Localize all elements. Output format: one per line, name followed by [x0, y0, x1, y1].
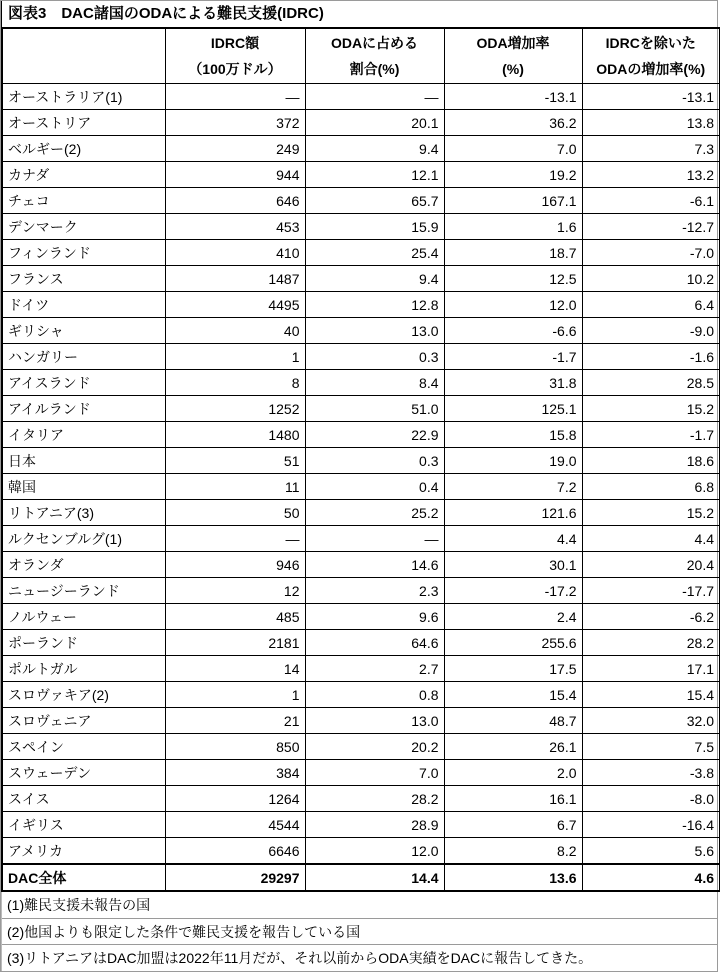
- table-row: [2, 318, 720, 344]
- table-row: [2, 292, 720, 318]
- oda-share-cell: 0.3: [305, 344, 444, 370]
- oda-share-cell: 12.8: [305, 292, 444, 318]
- idrc-amount-cell: 1: [165, 682, 305, 708]
- oda-growth-cell: 4.4: [444, 526, 582, 552]
- country-cell: スロヴェニア: [2, 708, 165, 734]
- table-row: [2, 448, 720, 474]
- country-cell: フィンランド: [2, 240, 165, 266]
- oda-share-cell: ―: [305, 526, 444, 552]
- country-cell: ギリシャ: [2, 318, 165, 344]
- column-header-label: IDRC額: [210, 35, 260, 51]
- oda-growth-cell: -17.2: [444, 578, 582, 604]
- table-row: [2, 838, 720, 865]
- oda-share-cell: 20.2: [305, 734, 444, 760]
- country-cell: ノルウェー: [2, 604, 165, 630]
- table-row: [2, 812, 720, 838]
- column-header-oda-growth-excl-idrc: [582, 28, 720, 84]
- table-row: [2, 604, 720, 630]
- oda-share-cell: 15.9: [305, 214, 444, 240]
- footnote-1: (1)難民支援未報告の国: [2, 892, 717, 919]
- table-row: [2, 162, 720, 188]
- oda-growth-excl-idrc-cell: 13.2: [582, 162, 720, 188]
- oda-growth-excl-idrc-cell: 28.2: [582, 630, 720, 656]
- idrc-amount-cell: 50: [165, 500, 305, 526]
- figure-title: 図表3 DAC諸国のODAによる難民支援(IDRC): [1, 1, 717, 27]
- oda-growth-cell: 48.7: [444, 708, 582, 734]
- idrc-amount-cell: 40: [165, 318, 305, 344]
- idrc-amount-cell: 946: [165, 552, 305, 578]
- table-row: [2, 396, 720, 422]
- country-cell: アイルランド: [2, 396, 165, 422]
- idrc-amount-cell: 4544: [165, 812, 305, 838]
- oda-growth-excl-idrc-cell: 15.4: [582, 682, 720, 708]
- idrc-amount-cell: 6646: [165, 838, 305, 865]
- oda-share-cell: 28.2: [305, 786, 444, 812]
- idrc-amount-cell: 12: [165, 578, 305, 604]
- country-cell: アメリカ: [2, 838, 165, 865]
- table-row: [2, 344, 720, 370]
- oda-growth-cell: 26.1: [444, 734, 582, 760]
- idrc-amount-cell: ―: [165, 526, 305, 552]
- column-header-country: [2, 28, 165, 84]
- oda-share-cell: 9.4: [305, 266, 444, 292]
- table-row: [2, 370, 720, 396]
- table-row: [2, 682, 720, 708]
- oda-growth-cell: 1.6: [444, 214, 582, 240]
- idrc-amount-cell: 11: [165, 474, 305, 500]
- oda-share-cell: 64.6: [305, 630, 444, 656]
- country-cell: ルクセンブルグ(1): [2, 526, 165, 552]
- column-header-oda-growth: [444, 28, 582, 84]
- oda-growth-cell: 255.6: [444, 630, 582, 656]
- country-cell: スウェーデン: [2, 760, 165, 786]
- idrc-amount-cell: 1: [165, 344, 305, 370]
- table-row: [2, 656, 720, 682]
- column-header-label: IDRCを除いた: [605, 35, 696, 51]
- column-header-unit: 割合(%): [349, 61, 400, 77]
- oda-growth-excl-idrc-cell: -12.7: [582, 214, 720, 240]
- oda-growth-excl-idrc-cell: 15.2: [582, 396, 720, 422]
- country-cell: ベルギー(2): [2, 136, 165, 162]
- table-row: [2, 188, 720, 214]
- oda-share-cell: 12.0: [305, 838, 444, 865]
- oda-share-cell: 2.7: [305, 656, 444, 682]
- table-row: [2, 136, 720, 162]
- header-row: [2, 28, 720, 84]
- idrc-amount-cell: 2181: [165, 630, 305, 656]
- table-row: [2, 474, 720, 500]
- country-cell: オーストラリア(1): [2, 84, 165, 110]
- country-cell: 日本: [2, 448, 165, 474]
- footnote-3: (3)リトアニアはDAC加盟は2022年11月だが、それ以前からODA実績をDACに報告してきた。: [7, 950, 593, 967]
- oda-growth-excl-idrc-cell: -9.0: [582, 318, 720, 344]
- table-row: [2, 266, 720, 292]
- oda-growth-excl-idrc-cell: 20.4: [582, 552, 720, 578]
- oda-growth-excl-idrc-cell: 4.4: [582, 526, 720, 552]
- country-cell: イタリア: [2, 422, 165, 448]
- oda-share-cell: 2.3: [305, 578, 444, 604]
- oda-growth-excl-idrc-cell: 7.5: [582, 734, 720, 760]
- oda-growth-cell: 7.2: [444, 474, 582, 500]
- country-cell: スロヴァキア(2): [2, 682, 165, 708]
- idrc-amount-cell: 944: [165, 162, 305, 188]
- oda-growth-cell: 36.2: [444, 110, 582, 136]
- country-cell: アイスランド: [2, 370, 165, 396]
- oda-growth-cell: 15.8: [444, 422, 582, 448]
- column-header-unit: ODAの増加率(%): [596, 61, 706, 77]
- idrc-amount-cell: 4495: [165, 292, 305, 318]
- table-row: [2, 760, 720, 786]
- oda-share-cell: 9.4: [305, 136, 444, 162]
- table-row: [2, 578, 720, 604]
- oda-growth-cell: -1.7: [444, 344, 582, 370]
- country-cell: オーストリア: [2, 110, 165, 136]
- table-row: [2, 422, 720, 448]
- country-cell: デンマーク: [2, 214, 165, 240]
- oda-growth-excl-idrc-cell: -16.4: [582, 812, 720, 838]
- idrc-amount-cell: 1264: [165, 786, 305, 812]
- oda-growth-cell: 125.1: [444, 396, 582, 422]
- oda-growth-cell: 7.0: [444, 136, 582, 162]
- oda-growth-cell: 6.7: [444, 812, 582, 838]
- oda-share-cell: 7.0: [305, 760, 444, 786]
- oda-share-cell: 14.4: [305, 864, 444, 891]
- oda-growth-excl-idrc-cell: 4.6: [582, 864, 720, 891]
- idrc-amount-cell: 372: [165, 110, 305, 136]
- oda-growth-cell: 15.4: [444, 682, 582, 708]
- oda-share-cell: 9.6: [305, 604, 444, 630]
- oda-share-cell: 22.9: [305, 422, 444, 448]
- oda-growth-cell: 13.6: [444, 864, 582, 891]
- total-row: [2, 864, 720, 891]
- table-row: [2, 552, 720, 578]
- country-cell: 韓国: [2, 474, 165, 500]
- idrc-amount-cell: 29297: [165, 864, 305, 891]
- country-cell: イギリス: [2, 812, 165, 838]
- oda-share-cell: 8.4: [305, 370, 444, 396]
- country-cell: オランダ: [2, 552, 165, 578]
- oda-growth-cell: 31.8: [444, 370, 582, 396]
- oda-growth-cell: 18.7: [444, 240, 582, 266]
- idrc-amount-cell: 249: [165, 136, 305, 162]
- idrc-amount-cell: ―: [165, 84, 305, 110]
- oda-growth-cell: 30.1: [444, 552, 582, 578]
- table-row: [2, 500, 720, 526]
- oda-growth-excl-idrc-cell: 17.1: [582, 656, 720, 682]
- oda-growth-excl-idrc-cell: 18.6: [582, 448, 720, 474]
- idrc-amount-cell: 51: [165, 448, 305, 474]
- idrc-amount-cell: 850: [165, 734, 305, 760]
- idrc-amount-cell: 8: [165, 370, 305, 396]
- country-cell: ハンガリー: [2, 344, 165, 370]
- country-cell: ドイツ: [2, 292, 165, 318]
- oda-growth-excl-idrc-cell: 5.6: [582, 838, 720, 865]
- oda-growth-excl-idrc-cell: -7.0: [582, 240, 720, 266]
- oda-growth-excl-idrc-cell: -3.8: [582, 760, 720, 786]
- country-cell: スペイン: [2, 734, 165, 760]
- oda-share-cell: 20.1: [305, 110, 444, 136]
- column-header-oda-share: [305, 28, 444, 84]
- oda-growth-cell: 19.2: [444, 162, 582, 188]
- oda-refugee-support-table: [1, 27, 720, 892]
- oda-share-cell: 13.0: [305, 708, 444, 734]
- oda-growth-cell: 12.5: [444, 266, 582, 292]
- idrc-amount-cell: 485: [165, 604, 305, 630]
- idrc-amount-cell: 1252: [165, 396, 305, 422]
- oda-share-cell: 65.7: [305, 188, 444, 214]
- table-row: [2, 110, 720, 136]
- oda-growth-excl-idrc-cell: -1.7: [582, 422, 720, 448]
- idrc-amount-cell: 384: [165, 760, 305, 786]
- oda-growth-excl-idrc-cell: 10.2: [582, 266, 720, 292]
- oda-growth-excl-idrc-cell: -17.7: [582, 578, 720, 604]
- oda-growth-excl-idrc-cell: -6.1: [582, 188, 720, 214]
- idrc-amount-cell: 410: [165, 240, 305, 266]
- oda-share-cell: 14.6: [305, 552, 444, 578]
- column-header-label: ODAに占める: [330, 35, 419, 51]
- country-cell: カナダ: [2, 162, 165, 188]
- oda-growth-cell: 19.0: [444, 448, 582, 474]
- country-cell: スイス: [2, 786, 165, 812]
- oda-growth-cell: 12.0: [444, 292, 582, 318]
- idrc-amount-cell: 646: [165, 188, 305, 214]
- column-header-unit: （100万ドル）: [188, 61, 282, 77]
- oda-growth-cell: 2.4: [444, 604, 582, 630]
- country-cell: ポーランド: [2, 630, 165, 656]
- oda-share-cell: 51.0: [305, 396, 444, 422]
- oda-share-cell: 12.1: [305, 162, 444, 188]
- column-header-label: ODA増加率: [476, 35, 550, 51]
- oda-growth-excl-idrc-cell: -13.1: [582, 84, 720, 110]
- oda-growth-excl-idrc-cell: 7.3: [582, 136, 720, 162]
- oda-share-cell: 0.8: [305, 682, 444, 708]
- oda-share-cell: 25.2: [305, 500, 444, 526]
- idrc-amount-cell: 453: [165, 214, 305, 240]
- country-cell: チェコ: [2, 188, 165, 214]
- oda-growth-excl-idrc-cell: 6.8: [582, 474, 720, 500]
- oda-share-cell: 25.4: [305, 240, 444, 266]
- footnote-2: (2)他国よりも限定した条件で難民支援を報告している国: [2, 919, 717, 946]
- oda-growth-excl-idrc-cell: 6.4: [582, 292, 720, 318]
- country-cell: DAC全体: [2, 864, 165, 891]
- column-header-label: [5, 30, 163, 56]
- oda-share-cell: 0.3: [305, 448, 444, 474]
- oda-growth-cell: -13.1: [444, 84, 582, 110]
- oda-growth-cell: 121.6: [444, 500, 582, 526]
- country-cell: ポルトガル: [2, 656, 165, 682]
- table-row: [2, 240, 720, 266]
- oda-growth-cell: 2.0: [444, 760, 582, 786]
- table-row: [2, 630, 720, 656]
- oda-share-cell: 28.9: [305, 812, 444, 838]
- table-row: [2, 214, 720, 240]
- table-row: [2, 84, 720, 110]
- oda-growth-cell: 8.2: [444, 838, 582, 865]
- table-row: [2, 786, 720, 812]
- oda-growth-cell: 16.1: [444, 786, 582, 812]
- footnotes: [1, 892, 717, 971]
- column-header-unit: (%): [502, 61, 524, 77]
- table-row: [2, 734, 720, 760]
- oda-growth-excl-idrc-cell: 32.0: [582, 708, 720, 734]
- oda-growth-excl-idrc-cell: -8.0: [582, 786, 720, 812]
- oda-growth-cell: 167.1: [444, 188, 582, 214]
- country-cell: リトアニア(3): [2, 500, 165, 526]
- oda-growth-cell: -6.6: [444, 318, 582, 344]
- oda-growth-excl-idrc-cell: -6.2: [582, 604, 720, 630]
- table-row: [2, 708, 720, 734]
- oda-growth-excl-idrc-cell: -1.6: [582, 344, 720, 370]
- oda-growth-excl-idrc-cell: 28.5: [582, 370, 720, 396]
- oda-share-cell: 0.4: [305, 474, 444, 500]
- idrc-amount-cell: 14: [165, 656, 305, 682]
- idrc-amount-cell: 21: [165, 708, 305, 734]
- country-cell: フランス: [2, 266, 165, 292]
- oda-growth-cell: 17.5: [444, 656, 582, 682]
- idrc-amount-cell: 1480: [165, 422, 305, 448]
- country-cell: ニュージーランド: [2, 578, 165, 604]
- column-header-unit: [5, 56, 163, 82]
- idrc-amount-cell: 1487: [165, 266, 305, 292]
- oda-growth-excl-idrc-cell: 13.8: [582, 110, 720, 136]
- column-header-idrc-amount: [165, 28, 305, 84]
- oda-share-cell: ―: [305, 84, 444, 110]
- oda-growth-excl-idrc-cell: 15.2: [582, 500, 720, 526]
- oda-share-cell: 13.0: [305, 318, 444, 344]
- table-row: [2, 526, 720, 552]
